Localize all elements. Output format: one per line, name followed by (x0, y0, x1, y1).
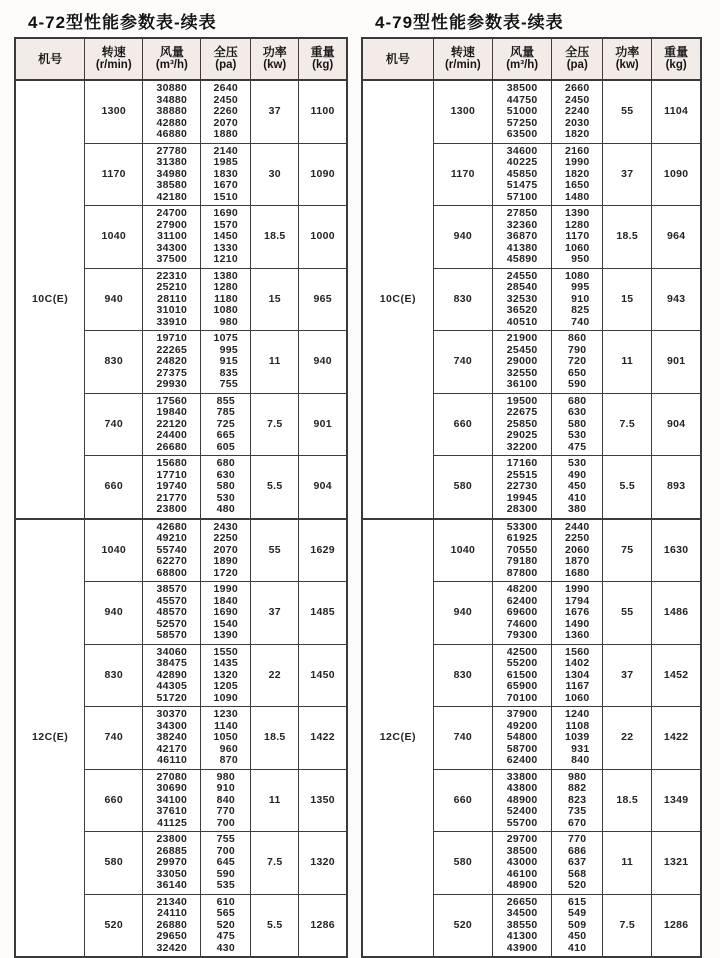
pressure-cell: 1550 1435 1320 1205 1090 (201, 644, 251, 707)
speed-cell: 830 (433, 644, 492, 707)
weight-cell: 1629 (299, 519, 347, 582)
weight-cell: 940 (299, 331, 347, 394)
weight-cell: 1630 (652, 519, 701, 582)
airflow-cell: 27780 31380 34980 38580 42180 (143, 143, 201, 206)
weight-cell: 1321 (652, 832, 701, 895)
power-cell: 5.5 (251, 894, 299, 957)
model-cell: 10C(E) (362, 80, 433, 519)
weight-cell: 901 (652, 331, 701, 394)
speed-cell: 1300 (85, 80, 143, 143)
power-cell: 55 (603, 80, 652, 143)
pressure-cell: 1075 995 915 835 755 (201, 331, 251, 394)
pressure-cell: 680 630 580 530 480 (201, 456, 251, 519)
power-cell: 18.5 (603, 206, 652, 269)
weight-cell: 965 (299, 268, 347, 331)
speed-cell: 830 (433, 268, 492, 331)
weight-cell: 893 (652, 456, 701, 519)
weight-cell: 1349 (652, 769, 701, 832)
pressure-cell: 755 700 645 590 535 (201, 832, 251, 895)
pressure-cell: 1380 1280 1180 1080 980 (201, 268, 251, 331)
pressure-cell: 980 910 840 770 700 (201, 769, 251, 832)
pressure-cell: 980 882 823 735 670 (552, 769, 603, 832)
speed-cell: 1170 (85, 143, 143, 206)
weight-cell: 1450 (299, 644, 347, 707)
speed-cell: 660 (85, 456, 143, 519)
pressure-cell: 1390 1280 1170 1060 950 (552, 206, 603, 269)
power-cell: 11 (603, 331, 652, 394)
speed-cell: 830 (85, 331, 143, 394)
pressure-cell: 530 490 450 410 380 (552, 456, 603, 519)
table-section-4-79 (361, 8, 702, 954)
speed-cell: 580 (85, 832, 143, 895)
speed-cell: 940 (85, 268, 143, 331)
weight-cell: 1320 (299, 832, 347, 895)
pressure-cell: 680 630 580 530 475 (552, 393, 603, 456)
power-cell: 7.5 (251, 832, 299, 895)
power-cell: 18.5 (603, 769, 652, 832)
airflow-cell: 23800 26885 29970 33050 36140 (143, 832, 201, 895)
speed-cell: 740 (433, 331, 492, 394)
power-cell: 7.5 (603, 393, 652, 456)
pressure-cell: 1560 1402 1304 1167 1060 (552, 644, 603, 707)
airflow-cell: 53300 61925 70550 79180 87800 (493, 519, 552, 582)
speed-cell: 1300 (433, 80, 492, 143)
pressure-cell: 2140 1985 1830 1670 1510 (201, 143, 251, 206)
column-header-1: 转速 (r/min) (85, 38, 143, 80)
weight-cell: 1422 (652, 707, 701, 770)
airflow-cell: 34060 38475 42890 44305 51720 (143, 644, 201, 707)
power-cell: 55 (603, 582, 652, 645)
weight-cell: 1422 (299, 707, 347, 770)
airflow-cell: 37900 49200 54800 58700 62400 (493, 707, 552, 770)
power-cell: 15 (603, 268, 652, 331)
power-cell: 75 (603, 519, 652, 582)
weight-cell: 904 (299, 456, 347, 519)
power-cell: 5.5 (603, 456, 652, 519)
column-header-4: 功率 (kw) (603, 38, 652, 80)
pressure-cell: 770 686 637 568 520 (552, 832, 603, 895)
speed-cell: 660 (433, 393, 492, 456)
airflow-cell: 30370 34300 38240 42170 46110 (143, 707, 201, 770)
speed-cell: 1040 (433, 519, 492, 582)
airflow-cell: 21900 25450 29000 32550 36100 (493, 331, 552, 394)
model-cell: 12C(E) (15, 519, 85, 958)
column-header-3: 全压 (pa) (552, 38, 603, 80)
speed-cell: 1040 (85, 206, 143, 269)
speed-cell: 940 (433, 582, 492, 645)
speed-cell: 580 (433, 832, 492, 895)
airflow-cell: 48200 62400 69600 74600 79300 (493, 582, 552, 645)
column-header-1: 转速 (r/min) (433, 38, 492, 80)
weight-cell: 1286 (299, 894, 347, 957)
pressure-cell: 1690 1570 1450 1330 1210 (201, 206, 251, 269)
weight-cell: 1286 (652, 894, 701, 957)
airflow-cell: 42680 49210 55740 62270 68800 (143, 519, 201, 582)
speed-cell: 1040 (85, 519, 143, 582)
power-cell: 15 (251, 268, 299, 331)
speed-cell: 660 (433, 769, 492, 832)
pressure-cell: 1990 1840 1690 1540 1390 (201, 582, 251, 645)
airflow-cell: 26650 34500 38550 41300 43900 (493, 894, 552, 957)
column-header-0: 机号 (15, 38, 85, 80)
power-cell: 7.5 (603, 894, 652, 957)
column-header-2: 风量 (m³/h) (493, 38, 552, 80)
speed-cell: 740 (433, 707, 492, 770)
weight-cell: 1486 (652, 582, 701, 645)
speed-cell: 520 (433, 894, 492, 957)
airflow-cell: 15680 17710 19740 21770 23800 (143, 456, 201, 519)
weight-cell: 1452 (652, 644, 701, 707)
airflow-cell: 22310 25210 28110 31010 33910 (143, 268, 201, 331)
airflow-cell: 27850 32360 36870 41380 45890 (493, 206, 552, 269)
pressure-cell: 2430 2250 2070 1890 1720 (201, 519, 251, 582)
airflow-cell: 30880 34880 38880 42880 46880 (143, 80, 201, 143)
weight-cell: 943 (652, 268, 701, 331)
spec-table-4-72 (14, 37, 348, 958)
pressure-cell: 2160 1990 1820 1650 1480 (552, 143, 603, 206)
model-cell: 12C(E) (362, 519, 433, 958)
power-cell: 11 (251, 331, 299, 394)
pressure-cell: 615 549 509 450 410 (552, 894, 603, 957)
airflow-cell: 33800 43800 48900 52400 55700 (493, 769, 552, 832)
power-cell: 37 (251, 80, 299, 143)
airflow-cell: 24550 28540 32530 36520 40510 (493, 268, 552, 331)
pressure-cell: 1240 1108 1039 931 840 (552, 707, 603, 770)
pressure-cell: 1230 1140 1050 960 870 (201, 707, 251, 770)
power-cell: 22 (251, 644, 299, 707)
weight-cell: 1090 (299, 143, 347, 206)
table-section-4-72 (14, 8, 348, 954)
column-header-2: 风量 (m³/h) (143, 38, 201, 80)
airflow-cell: 27080 30690 34100 37610 41125 (143, 769, 201, 832)
power-cell: 11 (603, 832, 652, 895)
airflow-cell: 34600 40225 45850 51475 57100 (493, 143, 552, 206)
airflow-cell: 38570 45570 48570 52570 58570 (143, 582, 201, 645)
speed-cell: 660 (85, 769, 143, 832)
pressure-cell: 855 785 725 665 605 (201, 393, 251, 456)
speed-cell: 520 (85, 894, 143, 957)
speed-cell: 740 (85, 707, 143, 770)
speed-cell: 830 (85, 644, 143, 707)
airflow-cell: 19710 22265 24820 27375 29930 (143, 331, 201, 394)
speed-cell: 940 (433, 206, 492, 269)
airflow-cell: 19500 22675 25850 29025 32200 (493, 393, 552, 456)
airflow-cell: 29700 38500 43000 46100 48900 (493, 832, 552, 895)
column-header-5: 重量 (kg) (652, 38, 701, 80)
power-cell: 18.5 (251, 206, 299, 269)
power-cell: 37 (251, 582, 299, 645)
pressure-cell: 860 790 720 650 590 (552, 331, 603, 394)
table-title-4-79: 4-79型性能参数表-续表 (375, 13, 564, 32)
airflow-cell: 21340 24110 26880 29650 32420 (143, 894, 201, 957)
speed-cell: 740 (85, 393, 143, 456)
airflow-cell: 17160 25515 22730 19945 28300 (493, 456, 552, 519)
airflow-cell: 24700 27900 31100 34300 37500 (143, 206, 201, 269)
column-header-4: 功率 (kw) (251, 38, 299, 80)
weight-cell: 1000 (299, 206, 347, 269)
weight-cell: 964 (652, 206, 701, 269)
power-cell: 11 (251, 769, 299, 832)
power-cell: 22 (603, 707, 652, 770)
weight-cell: 1100 (299, 80, 347, 143)
weight-cell: 1104 (652, 80, 701, 143)
spec-table-4-79 (361, 37, 702, 958)
weight-cell: 1485 (299, 582, 347, 645)
model-cell: 10C(E) (15, 80, 85, 519)
power-cell: 5.5 (251, 456, 299, 519)
weight-cell: 1090 (652, 143, 701, 206)
column-header-3: 全压 (pa) (201, 38, 251, 80)
pressure-cell: 1990 1794 1676 1490 1360 (552, 582, 603, 645)
power-cell: 37 (603, 644, 652, 707)
power-cell: 55 (251, 519, 299, 582)
pressure-cell: 610 565 520 475 430 (201, 894, 251, 957)
weight-cell: 904 (652, 393, 701, 456)
column-header-5: 重量 (kg) (299, 38, 347, 80)
weight-cell: 1350 (299, 769, 347, 832)
weight-cell: 901 (299, 393, 347, 456)
airflow-cell: 38500 44750 51000 57250 63500 (493, 80, 552, 143)
speed-cell: 580 (433, 456, 492, 519)
pressure-cell: 1080 995 910 825 740 (552, 268, 603, 331)
table-title-4-72: 4-72型性能参数表-续表 (28, 13, 217, 32)
airflow-cell: 17560 19840 22120 24400 26680 (143, 393, 201, 456)
speed-cell: 940 (85, 582, 143, 645)
pressure-cell: 2440 2250 2060 1870 1680 (552, 519, 603, 582)
power-cell: 18.5 (251, 707, 299, 770)
power-cell: 7.5 (251, 393, 299, 456)
airflow-cell: 42500 55200 61500 65900 70100 (493, 644, 552, 707)
pressure-cell: 2640 2450 2260 2070 1880 (201, 80, 251, 143)
power-cell: 30 (251, 143, 299, 206)
pressure-cell: 2660 2450 2240 2030 1820 (552, 80, 603, 143)
power-cell: 37 (603, 143, 652, 206)
column-header-0: 机号 (362, 38, 433, 80)
speed-cell: 1170 (433, 143, 492, 206)
